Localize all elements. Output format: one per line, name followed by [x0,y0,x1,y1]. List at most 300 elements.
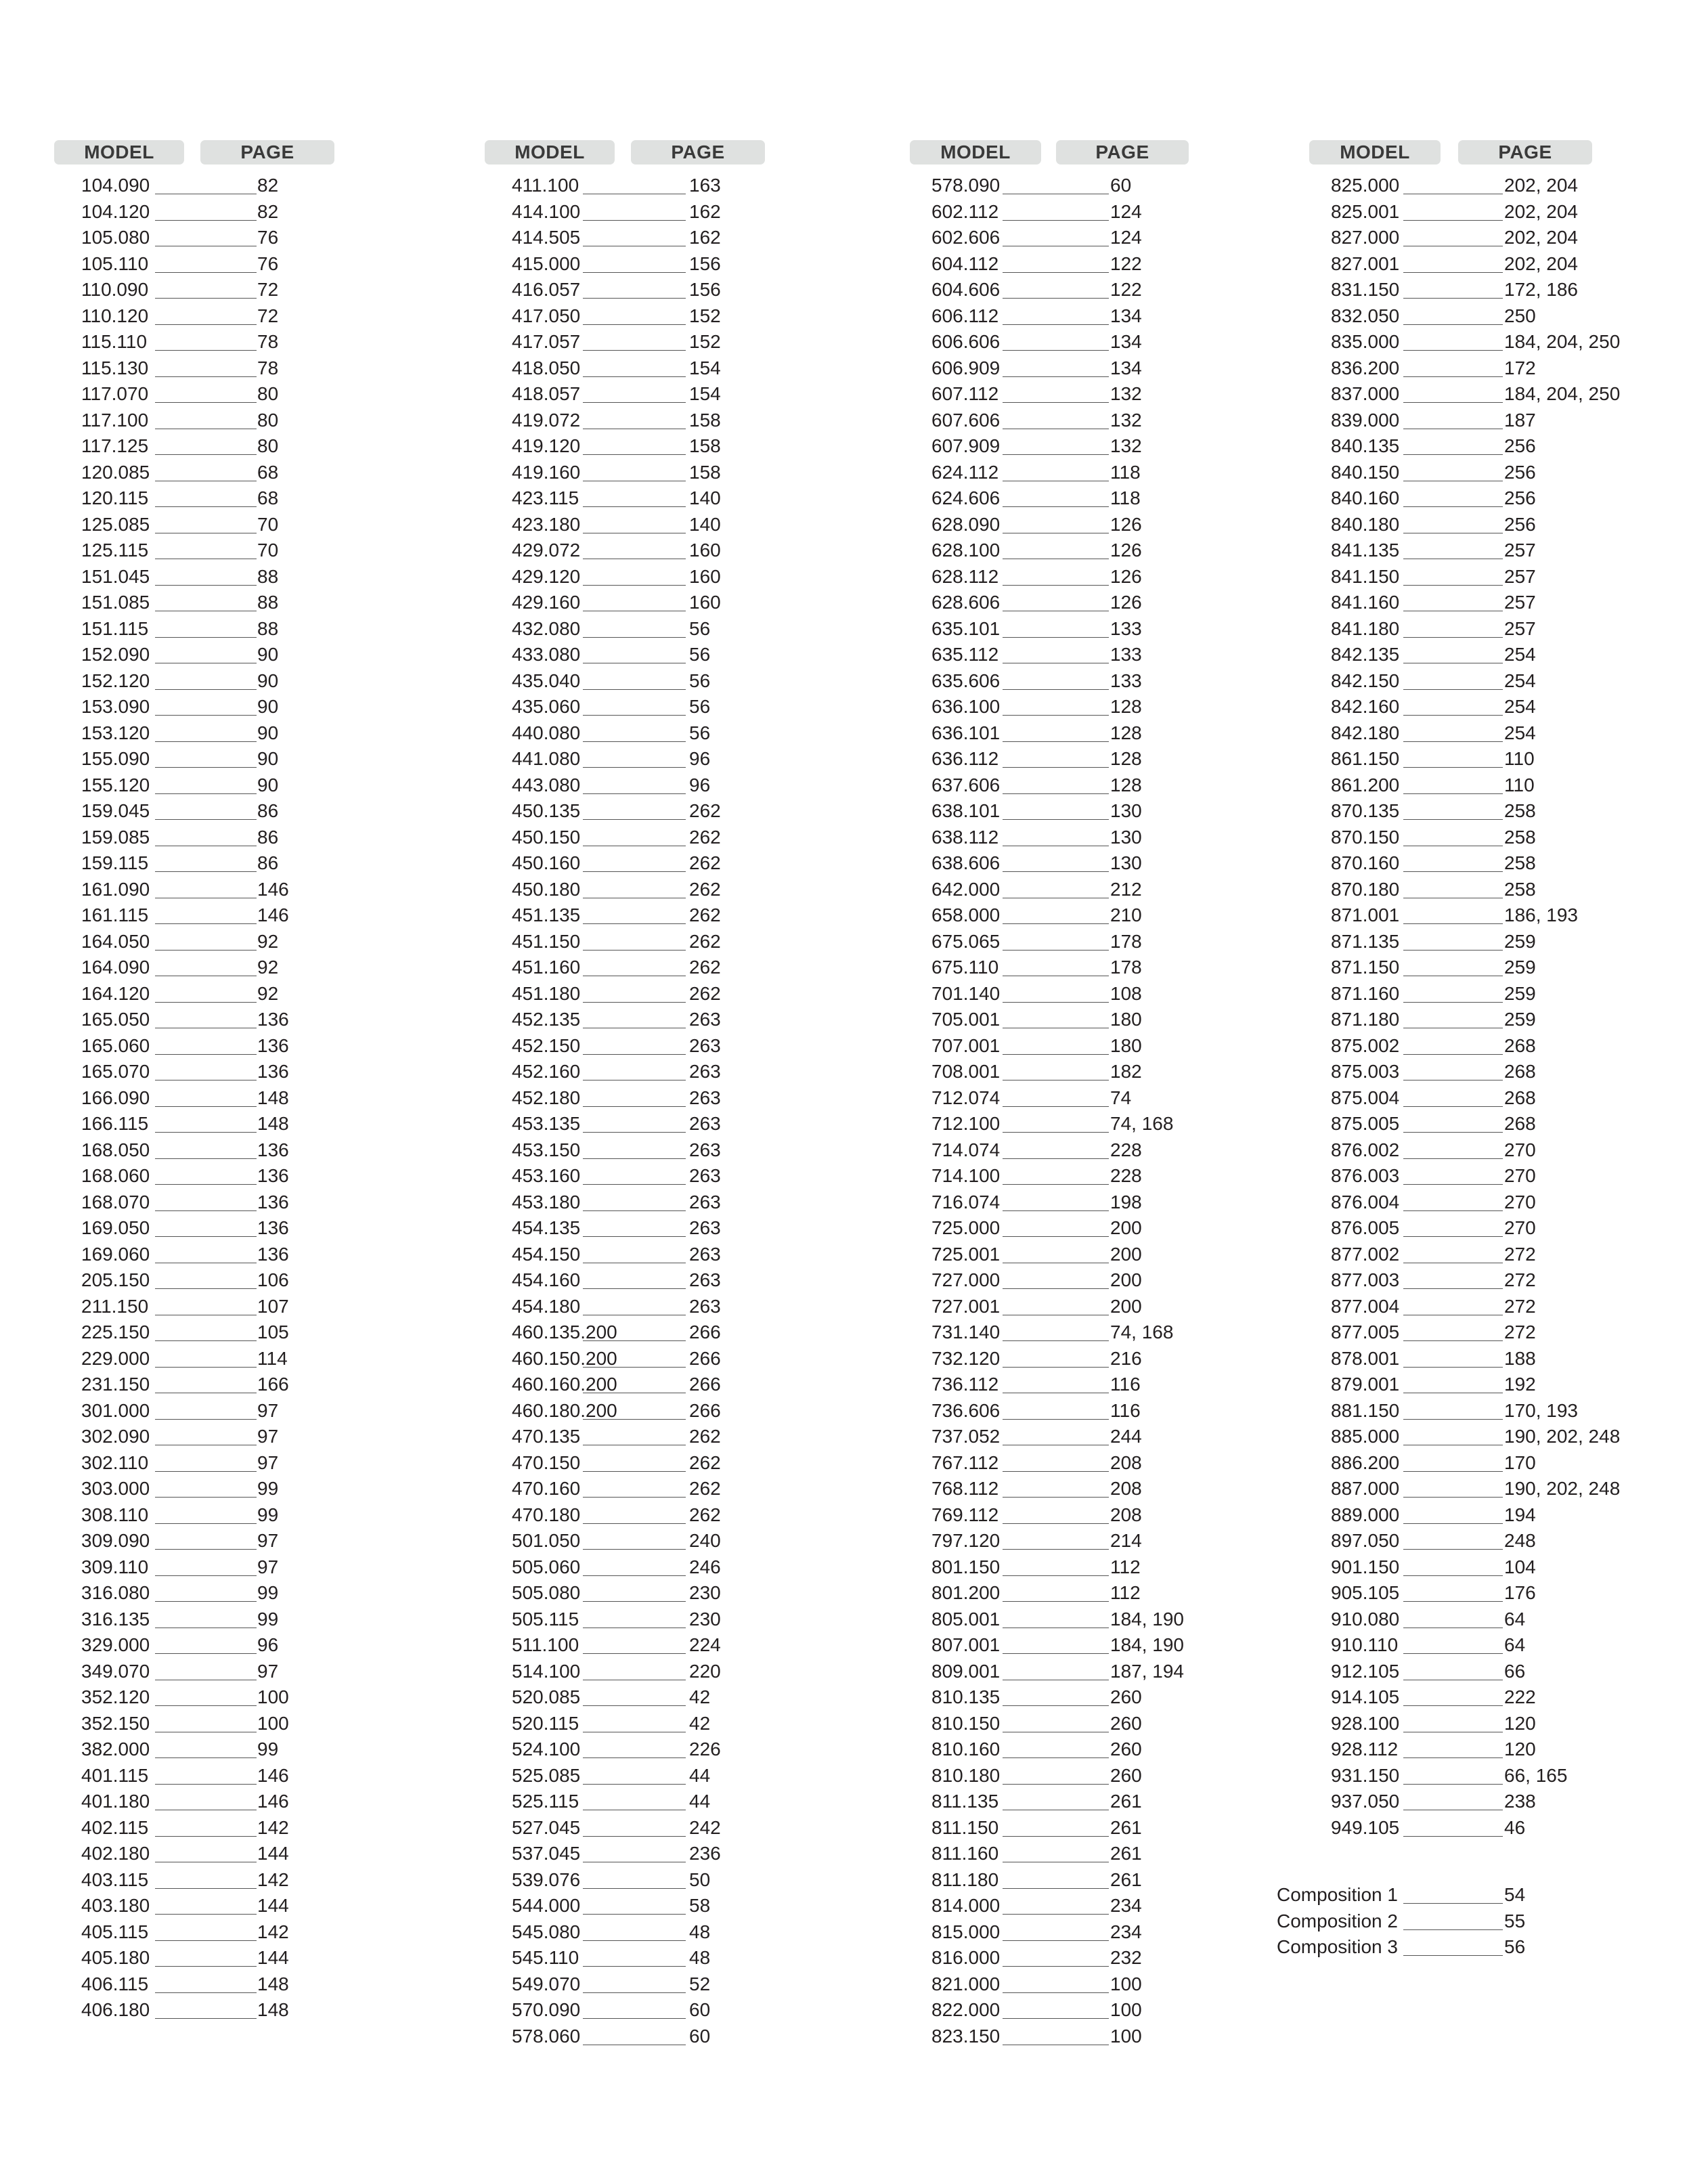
page-number: 100 [257,1712,289,1734]
page-number: 42 [689,1686,711,1707]
model-number: 520.085 [512,1686,581,1707]
leader-line [155,1419,257,1420]
leader-line [1003,376,1109,377]
model-number: 454.180 [512,1295,581,1317]
leader-line [155,1549,257,1550]
leader-line [583,1132,686,1133]
leader-line [1003,1992,1109,1993]
model-number: 607.606 [931,409,1001,431]
leader-line [1003,1054,1109,1055]
model-number: 885.000 [1331,1426,1400,1447]
model-number: 769.112 [931,1504,999,1525]
leader-line [1403,1601,1503,1602]
leader-line [1403,741,1503,742]
page-number: 246 [689,1556,721,1577]
leader-line [1403,1288,1503,1289]
model-number: 450.150 [512,826,581,848]
page-number: 254 [1504,644,1536,665]
leader-line [1403,1367,1503,1368]
leader-line [583,1549,686,1550]
page-number: 262 [689,1478,721,1499]
leader-line [155,1575,257,1576]
model-number: 539.076 [512,1869,581,1890]
page-number: 222 [1504,1686,1536,1707]
page-number: 260 [1110,1739,1142,1760]
page-number: 97 [257,1556,279,1577]
page-number: 90 [257,748,279,769]
page-number: 263 [689,1217,721,1238]
model-number: 452.160 [512,1061,581,1082]
page-number: 56 [689,644,711,665]
page-number: 200 [1110,1217,1142,1238]
model-number: 725.001 [931,1243,1001,1265]
page-number: 122 [1110,279,1142,300]
page-number: 172, 186 [1504,279,1578,300]
model-number: 152.090 [81,644,150,665]
model-number: 840.135 [1331,435,1400,456]
model-number: 165.070 [81,1061,150,1082]
leader-line [583,1002,686,1003]
page-number: 48 [689,1947,711,1968]
model-number: 827.001 [1331,253,1400,274]
leader-line [583,1940,686,1941]
leader-line [583,741,686,742]
page-number: 162 [689,200,721,222]
model-number: 470.150 [512,1451,581,1473]
page-number: 130 [1110,826,1142,848]
model-number: 642.000 [931,878,1001,900]
page-number: 263 [689,1269,721,1290]
page-number: 200 [1110,1243,1142,1265]
model-number: 309.090 [81,1530,150,1551]
model-number: 861.200 [1331,774,1400,795]
page-number: 210 [1110,904,1142,925]
page-number: 194 [1504,1504,1536,1525]
model-number: 520.115 [512,1712,579,1734]
page-number: 187, 194 [1110,1660,1184,1682]
leader-line [155,1601,257,1602]
leader-line [583,1471,686,1472]
page-header: PAGE [631,140,765,165]
model-number: 861.150 [1331,748,1400,769]
model-number: 402.115 [81,1816,149,1838]
model-number: 501.050 [512,1530,581,1551]
page-number: 86 [257,800,279,821]
model-number: 316.080 [81,1582,150,1603]
page-number: 238 [1504,1791,1536,1812]
leader-line [155,1210,257,1211]
model-number: 876.002 [1331,1139,1400,1160]
page-number: 110 [1504,748,1535,769]
leader-line [1403,689,1503,690]
model-number: 451.160 [512,957,581,978]
leader-line [155,689,257,690]
leader-line [155,1836,257,1837]
leader-line [1003,402,1109,403]
page-number: 118 [1110,461,1141,483]
leader-line [155,1184,257,1185]
leader-line [1403,1955,1503,1956]
leader-line [1003,1106,1109,1107]
leader-line [1403,1497,1503,1498]
page-number: 208 [1110,1478,1142,1499]
model-number: 716.074 [931,1191,1001,1213]
leader-line [1403,767,1503,768]
leader-line [1403,1653,1503,1654]
page-number: 224 [689,1634,721,1655]
model-number: 810.180 [931,1764,1001,1786]
page-number: 114 [257,1347,288,1369]
leader-line [1403,350,1503,351]
model-number: 628.090 [931,513,1001,535]
page-number: 156 [689,253,721,274]
leader-line [583,506,686,507]
page-number: 260 [1110,1764,1142,1786]
model-number: 607.112 [931,383,999,404]
model-number: 406.180 [81,1999,150,2020]
leader-line [1003,1367,1109,1368]
page-number: 254 [1504,696,1536,717]
page-number: 172 [1504,357,1536,378]
model-number: 871.180 [1331,1009,1400,1030]
model-number: 875.005 [1331,1113,1400,1134]
leader-line [1003,689,1109,690]
leader-line [1003,923,1109,924]
page-number: 80 [257,409,279,431]
page-number: 146 [257,1791,289,1812]
page-number: 272 [1504,1269,1536,1290]
model-number: 879.001 [1331,1374,1400,1395]
leader-line [1403,506,1503,507]
model-number: 453.150 [512,1139,581,1160]
leader-line [155,637,257,638]
page-number: 160 [689,540,721,561]
composition-name: Composition 3 [1277,1936,1398,1957]
model-number: 511.100 [512,1634,579,1655]
page-number: 263 [689,1191,721,1213]
page-number: 184, 190 [1110,1608,1184,1630]
page-number: 136 [257,1191,289,1213]
model-number: 602.606 [931,227,1001,248]
page-number: 263 [689,1139,721,1160]
page-number: 146 [257,878,289,900]
model-number: 104.090 [81,175,150,196]
page-number: 250 [1504,305,1536,326]
model-number: 822.000 [931,1999,1001,2020]
model-number: 712.074 [931,1087,1001,1108]
leader-line [1003,767,1109,768]
page-number: 136 [257,1009,289,1030]
page-number: 208 [1110,1504,1142,1525]
page-number: 99 [257,1478,279,1499]
model-number: 628.112 [931,565,999,587]
page-number: 268 [1504,1061,1536,1082]
leader-line [583,1236,686,1237]
model-number: 876.004 [1331,1191,1400,1213]
model-number: 423.115 [512,487,579,508]
page-number: 130 [1110,800,1142,821]
leader-line [583,402,686,403]
page-number: 202, 204 [1504,175,1578,196]
model-number: 452.180 [512,1087,581,1108]
model-number: 827.000 [1331,227,1400,248]
model-number: 823.150 [931,2025,1001,2047]
model-number: 876.005 [1331,1217,1400,1238]
leader-line [583,1992,686,1993]
leader-line [1003,1497,1109,1498]
page-number: 256 [1504,513,1536,535]
leader-line [155,1340,257,1341]
model-number: 877.005 [1331,1322,1400,1342]
page-number: 158 [689,461,721,483]
leader-line [1403,1106,1503,1107]
page-number: 99 [257,1739,279,1760]
model-number: 821.000 [931,1973,1001,1994]
leader-line [583,1575,686,1576]
model-number: 505.080 [512,1582,581,1603]
model-number: 505.115 [512,1608,579,1630]
model-number: 308.110 [81,1504,149,1525]
model-header: MODEL [54,140,184,165]
page-number: 140 [689,513,721,535]
page-number: 240 [689,1530,721,1551]
page-number: 142 [257,1921,289,1942]
leader-line [155,585,257,586]
model-number: 417.057 [512,331,581,352]
page-number: 160 [689,565,721,587]
leader-line [1003,819,1109,820]
model-number: 352.120 [81,1686,150,1707]
page-number: 56 [689,722,711,743]
model-number: 841.150 [1331,565,1400,587]
leader-line [583,220,686,221]
leader-line [1403,1054,1503,1055]
model-number: 840.180 [1331,513,1400,535]
page-number: 234 [1110,1895,1142,1916]
leader-line [1403,585,1503,586]
leader-line [1003,793,1109,794]
page-number: 142 [257,1816,289,1838]
model-number: 602.112 [931,200,999,222]
page-number: 134 [1110,331,1142,352]
model-number: 418.050 [512,357,581,378]
model-number: 544.000 [512,1895,581,1916]
leader-line [155,1888,257,1889]
model-number: 886.200 [1331,1451,1400,1473]
model-number: 382.000 [81,1739,150,1760]
page-number: 58 [689,1895,711,1916]
leader-line [1003,1158,1109,1159]
page-number: 118 [1110,487,1141,508]
model-number: 842.135 [1331,644,1400,665]
model-number: 835.000 [1331,331,1400,352]
leader-line [1003,272,1109,273]
leader-line [155,298,257,299]
page-number: 184, 204, 250 [1504,383,1621,404]
page-number: 64 [1504,1608,1526,1630]
page-number: 54 [1504,1884,1526,1905]
model-number: 841.135 [1331,540,1400,561]
model-number: 451.150 [512,930,581,952]
page-number: 158 [689,409,721,431]
model-number: 914.105 [1331,1686,1400,1707]
page-number: 148 [257,1087,289,1108]
model-number: 578.060 [512,2025,581,2047]
page-number: 198 [1110,1191,1142,1213]
page-number: 96 [689,774,711,795]
page-number: 60 [689,2025,711,2047]
model-number: 460.135.200 [512,1322,617,1342]
page-number: 236 [689,1843,721,1864]
model-number: 117.070 [81,383,149,404]
leader-line [1403,1210,1503,1211]
leader-line [583,871,686,872]
page-number: 262 [689,826,721,848]
page-number: 55 [1504,1910,1526,1931]
leader-line [583,1784,686,1785]
model-number: 165.050 [81,1009,150,1030]
page-number: 259 [1504,957,1536,978]
composition-name: Composition 1 [1277,1884,1398,1905]
model-number: 402.180 [81,1843,150,1864]
model-number: 635.112 [931,644,999,665]
model-number: 636.101 [931,722,1001,743]
leader-line [1403,871,1503,872]
model-number: 352.150 [81,1712,150,1734]
leader-line [1003,1914,1109,1915]
model-number: 125.115 [81,540,149,561]
page-number: 266 [689,1399,721,1421]
page-number: 92 [257,930,279,952]
model-number: 470.135 [512,1426,581,1447]
model-number: 842.180 [1331,722,1400,743]
leader-line [155,1966,257,1967]
model-number: 810.135 [931,1686,1001,1707]
page-number: 134 [1110,357,1142,378]
model-number: 731.140 [931,1322,1001,1342]
page-number: 76 [257,227,279,248]
leader-line [1403,1471,1503,1472]
leader-line [583,324,686,325]
leader-line [155,1106,257,1107]
model-number: 628.606 [931,592,1001,613]
model-number: 809.001 [931,1660,1001,1682]
leader-line [583,923,686,924]
page-number: 97 [257,1451,279,1473]
model-number: 151.115 [81,617,149,639]
leader-line [1003,1288,1109,1289]
model-number: 839.000 [1331,409,1400,431]
page-number: 90 [257,670,279,691]
leader-line [1003,715,1109,716]
model-number: 302.090 [81,1426,150,1447]
model-number: 638.101 [931,800,1001,821]
page-number: 74, 168 [1110,1113,1174,1134]
model-number: 168.070 [81,1191,150,1213]
model-number: 401.180 [81,1791,150,1812]
leader-line [1003,1940,1109,1941]
page-number: 144 [257,1843,289,1864]
model-number: 658.000 [931,904,1001,925]
page-number: 128 [1110,748,1142,769]
page-number: 261 [1110,1791,1142,1812]
leader-line [583,1523,686,1524]
page-number: 144 [257,1895,289,1916]
page-number: 88 [257,592,279,613]
model-number: 429.160 [512,592,581,613]
leader-line [583,1653,686,1654]
model-number: 440.080 [512,722,581,743]
model-number: 928.112 [1331,1739,1399,1760]
page-number: 254 [1504,722,1536,743]
page-number: 128 [1110,722,1142,743]
page-number: 256 [1504,487,1536,508]
page-number: 259 [1504,982,1536,1004]
page-number: 230 [689,1582,721,1603]
leader-line [1003,1836,1109,1837]
page-number: 230 [689,1608,721,1630]
model-number: 636.100 [931,696,1001,717]
page-number: 60 [1110,175,1132,196]
leader-line [155,1757,257,1758]
leader-line [583,793,686,794]
model-number: 419.160 [512,461,581,483]
model-number: 887.000 [1331,1478,1400,1499]
page-header: PAGE [200,140,334,165]
leader-line [155,819,257,820]
model-number: 441.080 [512,748,581,769]
page-number: 136 [257,1243,289,1265]
leader-line [155,506,257,507]
page-number: 97 [257,1660,279,1682]
page-number: 262 [689,930,721,952]
page-number: 136 [257,1217,289,1238]
page-number: 234 [1110,1921,1142,1942]
leader-line [583,1419,686,1420]
model-number: 877.004 [1331,1295,1400,1317]
leader-line [583,1106,686,1107]
model-number: 832.050 [1331,305,1400,326]
model-number: 460.180.200 [512,1399,617,1421]
model-number: 155.090 [81,748,150,769]
page-number: 244 [1110,1426,1142,1447]
model-number: 316.135 [81,1608,150,1630]
page-number: 188 [1504,1347,1536,1369]
page-number: 82 [257,175,279,196]
model-number: 606.909 [931,357,1001,378]
leader-line [155,1054,257,1055]
model-number: 714.100 [931,1165,1001,1186]
model-number: 105.080 [81,227,150,248]
page-number: 136 [257,1061,289,1082]
page-number: 214 [1110,1530,1142,1551]
leader-line [1403,1132,1503,1133]
model-number: 842.160 [1331,696,1400,717]
page-number: 68 [257,487,279,508]
model-number: 301.000 [81,1399,150,1421]
model-number: 714.074 [931,1139,1001,1160]
model-number: 732.120 [931,1347,1001,1369]
model-number: 435.060 [512,696,581,717]
page-number: 133 [1110,644,1142,665]
leader-line [1403,637,1503,638]
model-number: 607.909 [931,435,1001,456]
page-number: 76 [257,253,279,274]
model-number: 635.101 [931,617,1001,639]
leader-line [155,1653,257,1654]
leader-line [1003,324,1109,325]
model-number: 545.080 [512,1921,581,1942]
